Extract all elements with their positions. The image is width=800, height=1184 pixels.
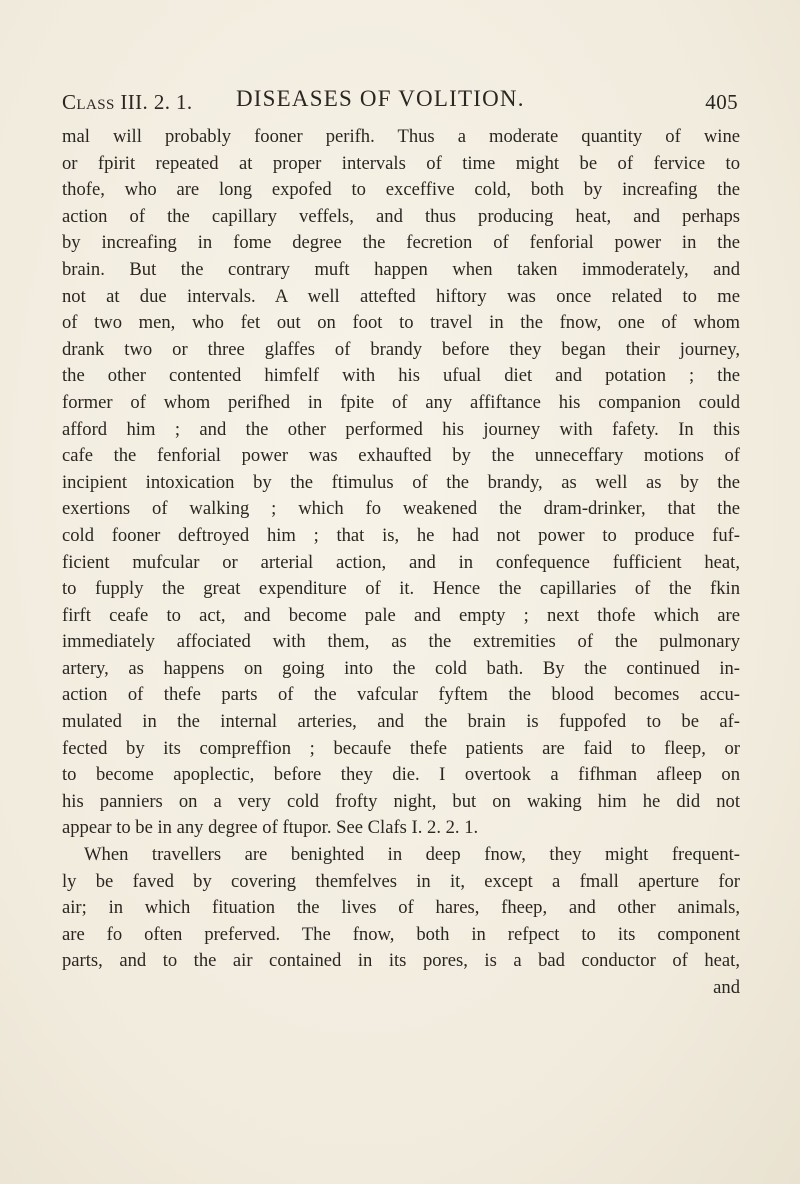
text-line: firft ceafe to act, and become pale and empty ; next thofe which are bbox=[62, 604, 740, 626]
text-line: by increafing in fome degree the fecretion of fenforial power in the bbox=[62, 232, 740, 254]
text-line: air; in which fituation the lives of hares, fheep, and other animals, bbox=[62, 897, 740, 919]
page-number: 405 bbox=[705, 90, 738, 114]
text-line: action of thefe parts of the vafcular fyftem the blood becomes accu- bbox=[62, 684, 740, 706]
text-line: action of the capillary veffels, and thus producing heat, and perhaps bbox=[62, 205, 740, 227]
header-class-reference: Class III. 2. 1. bbox=[62, 90, 193, 114]
running-header bbox=[62, 86, 738, 116]
text-line: are fo often preferved. The fnow, both in refpect to its component bbox=[62, 923, 740, 945]
text-line: afford him ; and the other performed his journey with fafety. In this bbox=[62, 418, 740, 440]
text-line: immediately affociated with them, as the extremities of the pulmonary bbox=[62, 631, 740, 653]
text-line: When travellers are benighted in deep fnow, they might frequent- bbox=[84, 844, 740, 866]
text-line: of two men, who fet out on foot to travel in the fnow, one of whom bbox=[62, 312, 740, 334]
text-line: to become apoplectic, before they die. I overtook a fifhman afleep on bbox=[62, 764, 740, 786]
header-title: DISEASES OF VOLITION. bbox=[236, 86, 525, 111]
text-line: ficient mufcular or arterial action, and in confequence fufficient heat, bbox=[62, 551, 740, 573]
text-line: former of whom perifhed in fpite of any affiftance his companion could bbox=[62, 391, 740, 413]
text-line: or fpirit repeated at proper intervals of time might be of fervice to bbox=[62, 152, 740, 174]
text-line: mal will probably fooner perifh. Thus a moderate quantity of wine bbox=[62, 126, 740, 147]
text-line: mulated in the internal arteries, and the brain is fuppofed to be af- bbox=[62, 711, 740, 733]
text-line: exertions of walking ; which fo weakened the dram-drinker, that the bbox=[62, 498, 740, 520]
text-line: fected by its compreffion ; becaufe thefe patients are faid to fleep, or bbox=[62, 737, 740, 759]
text-line: to fupply the great expenditure of it. Hence the capillaries of the fkin bbox=[62, 578, 740, 600]
text-line: and bbox=[713, 977, 740, 998]
text-line: artery, as happens on going into the cold bath. By the continued in- bbox=[62, 657, 740, 679]
text-line: not at due intervals. A well attefted hiftory was once related to me bbox=[62, 285, 740, 307]
text-line: his panniers on a very cold frofty night, but on waking him he did not bbox=[62, 790, 740, 812]
text-line: ly be faved by covering themfelves in it, except a fmall aperture for bbox=[62, 870, 740, 892]
text-line: cafe the fenforial power was exhaufted by the unneceffary motions of bbox=[62, 445, 740, 467]
text-line: parts, and to the air contained in its pores, is a bad conductor of heat, bbox=[62, 950, 740, 972]
text-line: brain. But the contrary muft happen when taken immoderately, and bbox=[62, 258, 740, 280]
text-line: incipient intoxication by the ftimulus of the brandy, as well as by the bbox=[62, 471, 740, 493]
text-line: drank two or three glaffes of brandy before they began their journey, bbox=[62, 338, 740, 360]
text-line: appear to be in any degree of ftupor. See Clafs I. 2. 2. 1. bbox=[62, 817, 479, 839]
text-line: thofe, who are long expofed to exceffive cold, both by increafing the bbox=[62, 179, 740, 201]
body-text bbox=[62, 124, 740, 1002]
text-line: the other contented himfelf with his ufual diet and potation ; the bbox=[62, 365, 740, 387]
text-line: cold fooner deftroyed him ; that is, he had not power to produce fuf- bbox=[62, 524, 740, 546]
